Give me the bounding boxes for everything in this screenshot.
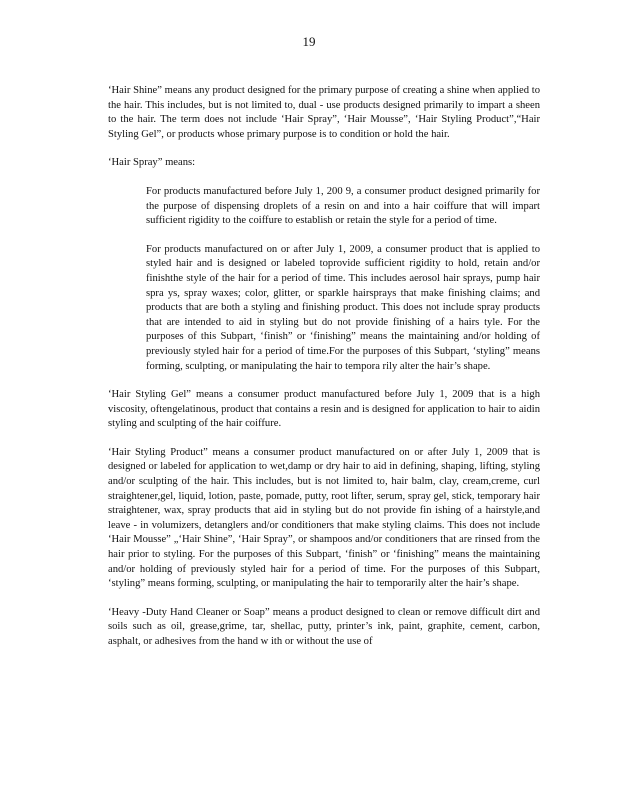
definition-hair-spray-after-2009: For products manufactured on or after July 1, 2009, a consumer product that is applied to styled hair and is designed or labeled toprovide sufficient rigidity to hold, retain and/or finishthe style of the hair for a period of time. This includes aerosol hair sprays, pump hair spra ys, spray waxes; color, glitter, or sparkle hairsprays that make finishing claims; and products that are both a styling and finishing product. This does not include spray products that are intended to aid in styling but do not provide finishing of a hairs tyle. For the purposes of this Subpart, ‘finish” or ‘finishing” means the maintaining and/or holding of previously styled hair for a period of time.For the purposes of this Subpart, ‘styling” means forming, sculpting, or manipulating the hair to tempora rily alter the hair’s shape. [146,243,540,372]
definition-heavy-duty-hand-cleaner: ‘Heavy -Duty Hand Cleaner or Soap” means a product designed to clean or remove difficult dirt and soils such as oil, grease,grime, tar, shellac, putty, printer’s ink, paint, graphite, cement, carbon, asphalt, or adhesives from the hand w ith or without the use of [108,606,540,647]
definition-hair-spray-before-2009: For products manufactured before July 1, 200 9, a consumer product designed primarily for the purpose of dispensing droplets of a resin on and into a hair coiffure that will impart sufficient rigidity to the coiffure to establish or retain the style for a period of time. [146,185,540,227]
definition-hair-spray-heading: ‘Hair Spray” means: [108,157,196,169]
page-number: 19 [302,34,316,49]
document-body [108,84,540,650]
definition-hair-styling-product: ‘Hair Styling Product” means a consumer product manufactured on or after July 1, 2009 that is designed or labeled for application to wet,damp or dry hair to aid in defining, shaping, lifting, styling and/or sculpting of the hair. This includes, but is not limited to, hair balm, clay, cream,creme, curl straightener,gel, liquid, lotion, paste, pomade, putty, root lifter, serum, spray gel, stick, temporary hair straightener, wax, spray products that aid in styling but do not provide fin ishing of a hairstyle,and leave - in volumizers, detanglers and/or conditioners that make styling claims. This does not include ‘Hair Mousse” „‘Hair Shine”, ‘Hair Spray”, or shampoos and/or conditioners that are rinsed from the hair prior to styling. For the purposes of this Subpart, ‘finish” or ‘finishing” means the maintaining and/or holding of previously styled hair for a period of time. For the purposes of this Subpart, ‘styling” means forming, sculpting, or manipulating the hair to temporarily alter the hair’s shape. [108,446,540,590]
definition-hair-styling-gel: ‘Hair Styling Gel” means a consumer product manufactured before July 1, 2009 that is a high viscosity, oftengelatinous, product that contains a resin and is designed for application to hair to aidin styling and sculpting of the hair coiffure. [108,389,540,430]
definition-hair-shine: ‘Hair Shine” means any product designed for the primary purpose of creating a shine when applied to the hair. This includes, but is not limited to, dual - use products designed primarily to impart a sheen to the hair. The term does not include ‘Hair Spray”, ‘Hair Mousse”, ‘Hair Styling Product”,“Hair Styling Gel”, or products whose primary purpose is to condition or hold the hair. [108,85,540,140]
